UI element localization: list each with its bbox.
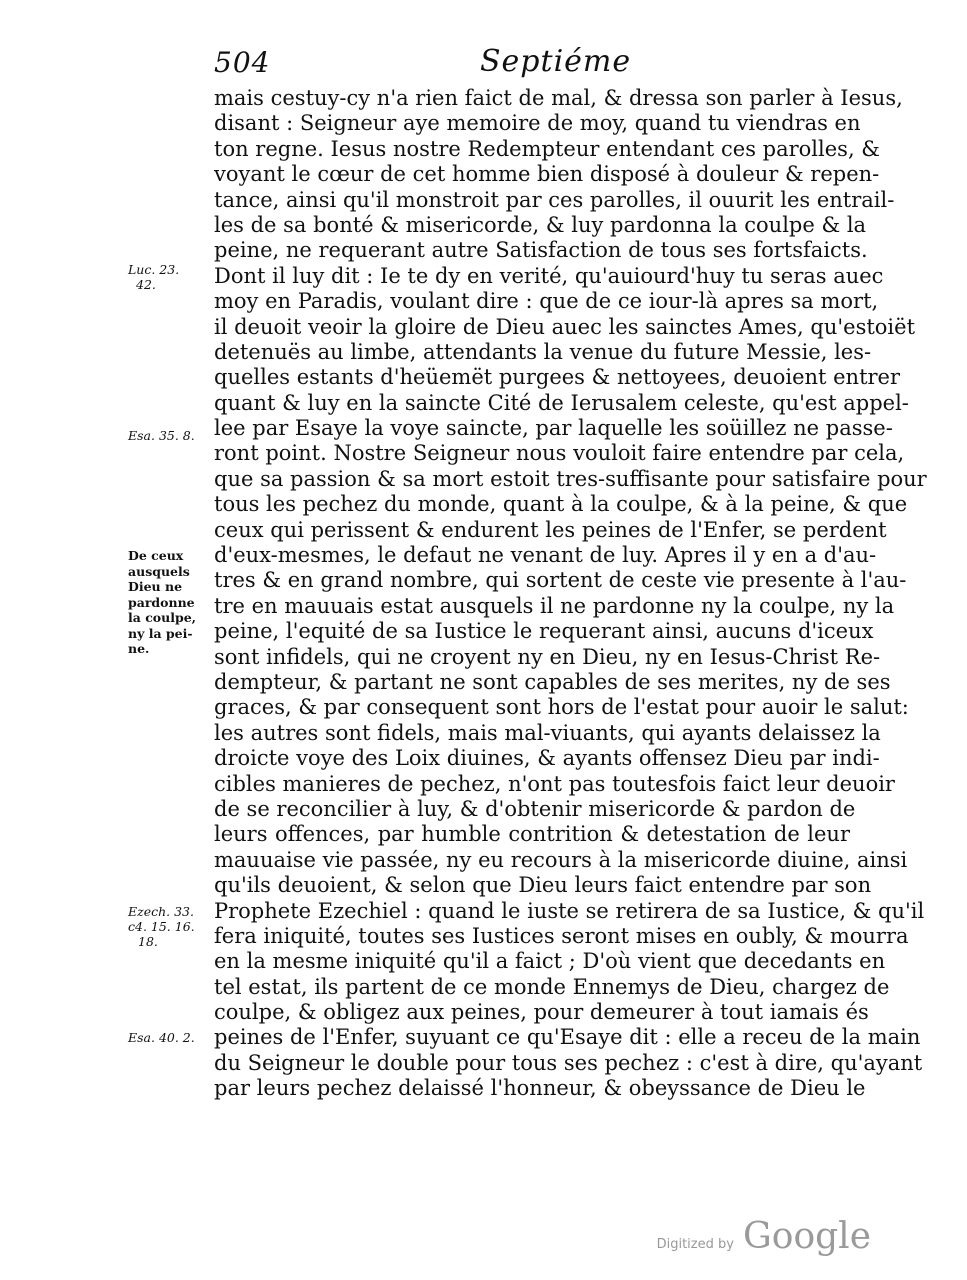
text-line: disant : Seigneur aye memoire de moy, quand tu viendras en: [214, 111, 861, 136]
text-line: droicte voye des Loix diuines, & ayants offensez Dieu par indi-: [214, 746, 880, 771]
margin-note-line: c4. 15. 16.: [128, 919, 195, 934]
text-line: moy en Paradis, voulant dire : que de ce iour-là apres sa mort,: [214, 289, 879, 314]
text-line: ceux qui perissent & endurent les peines de l'Enfer, se perdent: [214, 517, 887, 542]
margin-note-esa-40: [128, 1030, 208, 1045]
digitization-watermark: [657, 1216, 871, 1256]
text-line: les de sa bonté & misericorde, & luy pardonna la coulpe & la: [214, 212, 867, 237]
margin-summary-line: Dieu ne: [128, 579, 183, 594]
text-line: tres & en grand nombre, qui sortent de ceste vie presente à l'au-: [214, 568, 907, 593]
text-line: fera iniquité, toutes ses Iustices seront mises en oubly, & mourra: [214, 923, 909, 948]
text-line: peine, l'equité de sa Iustice le requerant ainsi, aucuns d'iceux: [214, 619, 874, 644]
margin-summary-line: ne.: [128, 641, 150, 656]
text-line: en la mesme iniquité qu'il a faict ; D'où vient que decedants en: [214, 949, 886, 974]
text-line: de se reconcilier à luy, & d'obtenir misericorde & pardon de: [214, 796, 856, 821]
text-line: qu'ils deuoient, & selon que Dieu leurs faict entendre par son: [214, 873, 872, 898]
margin-note-line: Ezech. 33.: [128, 904, 194, 919]
text-line: du Seigneur le double pour tous ses pechez : c'est à dire, qu'ayant: [214, 1050, 923, 1075]
text-line: peine, ne requerant autre Satisfaction de tous ses fortsfaicts.: [214, 238, 868, 263]
text-line: quelles estants d'heüemët purgees & nettoyees, deuoient entrer: [214, 365, 901, 390]
margin-summary-line: pardonne: [128, 594, 195, 610]
text-line: tance, ainsi qu'il monstroit par ces parolles, il ouurit les entrail-: [214, 187, 895, 212]
margin-note-line: 18.: [138, 934, 158, 949]
text-line: mais cestuy-cy n'a rien faict de mal, & dressa son parler à Iesus,: [214, 86, 903, 110]
text-line: cibles manieres de pechez, n'ont pas toutesfois faict leur deuoir: [214, 771, 895, 796]
text-line: quant & luy en la saincte Cité de Ierusalem celeste, qu'est appel-: [214, 390, 909, 415]
text-line: sont infidels, qui ne croyent ny en Dieu, ny en Iesus-Christ Re-: [214, 644, 881, 669]
margin-summary: [128, 548, 208, 657]
margin-summary-line: la coulpe,: [128, 610, 197, 625]
digitized-by-label: Digitized by: [656, 1237, 734, 1252]
running-title: Septiéme: [480, 44, 632, 79]
page-header: [210, 44, 850, 84]
text-line: graces, & par consequent sont hors de l'estat pour auoir le salut:: [214, 695, 909, 720]
text-line: tel estat, ils partent de ce monde Ennemys de Dieu, chargez de: [214, 974, 890, 999]
margin-note-ezech: [128, 904, 208, 949]
margin-note-line: Esa. 40. 2.: [128, 1030, 195, 1045]
text-line: tre en mauuais estat ausquels il ne pardonne ny la coulpe, ny la: [214, 593, 895, 618]
margin-summary-line: ausquels: [128, 563, 190, 579]
text-line: mauuaise vie passée, ny eu recours à la misericorde diuine, ainsi: [214, 847, 908, 872]
text-line: que sa passion & sa mort estoit tres-suffisante pour satisfaire pour: [214, 466, 927, 491]
text-line: tous les pechez du monde, quant à la coulpe, & à la peine, & que: [214, 492, 908, 517]
margin-note-line: Esa. 35. 8.: [128, 428, 195, 443]
text-line: leurs offences, par humble contrition & detestation de leur: [214, 822, 850, 847]
text-line: voyant le cœur de cet homme bien disposé à douleur & repen-: [214, 162, 880, 187]
text-line: Dont il luy dit : Ie te dy en verité, qu'auiourd'huy tu seras auec: [214, 263, 884, 288]
text-line: ront point. Nostre Seigneur nous vouloit faire entendre par cela,: [214, 441, 905, 466]
text-line: coulpe, & obligez aux peines, pour demeurer à tout iamais és: [214, 1000, 869, 1025]
google-logo: Google: [743, 1216, 871, 1257]
margin-summary-line: ny la pei-: [128, 625, 193, 641]
text-line: dempteur, & partant ne sont capables de ses merites, ny de ses: [214, 669, 891, 694]
margin-note-esa-35: [128, 428, 208, 443]
text-line: detenuës au limbe, attendants la venue du future Messie, les-: [214, 339, 872, 364]
text-line: peines de l'Enfer, suyuant ce qu'Esaye dit : elle a receu de la main: [214, 1025, 921, 1050]
margin-note-luc: [128, 262, 208, 292]
text-line: par leurs pechez delaissé l'honneur, & obeyssance de Dieu le: [214, 1076, 866, 1101]
page-number: 504: [214, 46, 271, 79]
text-line: lee par Esaye la voye saincte, par laquelle les soüillez ne passe-: [214, 416, 893, 441]
margin-note-line: 42.: [136, 277, 156, 292]
margin-summary-line: De ceux: [128, 548, 184, 563]
margin-note-line: Luc. 23.: [128, 262, 180, 277]
body-text: [214, 86, 927, 1102]
text-line: ton regne. Iesus nostre Redempteur entendant ces parolles, &: [214, 136, 880, 161]
text-line: il deuoit veoir la gloire de Dieu auec les sainctes Ames, qu'estoiët: [214, 314, 916, 339]
text-line: d'eux-mesmes, le defaut ne venant de luy. Apres il y en a d'au-: [214, 543, 877, 568]
text-line: Prophete Ezechiel : quand le iuste se retirera de sa Iustice, & qu'il: [214, 898, 925, 923]
text-line: les autres sont fidels, mais mal-viuants, qui ayants delaissez la: [214, 720, 881, 745]
